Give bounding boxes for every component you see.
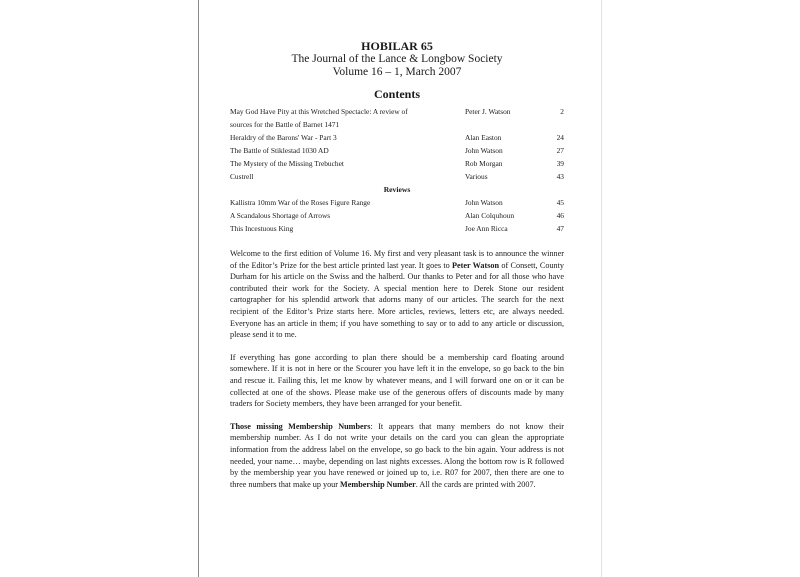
review-row [230,196,564,209]
contents-heading: Contents [373,87,420,101]
masthead [230,40,564,79]
toc-author [465,118,545,131]
toc-page: 39 [556,159,564,168]
toc-page [545,118,564,131]
toc-page: 24 [556,133,564,142]
editorial-paragraph-membership-card [230,352,564,410]
toc-title: May God Have Pity at this Wretched Spectacle: A review of [230,107,408,116]
review-title: A Scandalous Shortage of Arrows [230,211,331,220]
toc-page: 43 [556,172,564,181]
paragraph-text: Welcome to the first edition of Volume 16. My first and very pleasant task is to announce the winner of the Editor’s Prize for the best article printed last year. It goes to [230,249,564,270]
paragraph-text: If everything has gone according to plan there should be a membership card floating around somewhere. If it is not in here or the Scourer you have left it in the envelope, so go back to the bin and rescue it. Failing this, let me know by whatever means, and I will forward one on or it can be collected at one of the shows. Please make use of the generous offers of discounts made by many traders for Society members, they have been arranged for your benefit. [230,352,564,409]
page-edge-left [198,0,199,577]
toc-author: Rob Morgan [465,159,503,168]
review-title: Kallistra 10mm War of the Roses Figure Range [230,198,371,207]
toc-page: 2 [560,107,564,116]
membership-number-term: Membership Number [340,479,416,489]
paragraph-text: : It appears that many members do not know their membership number. As I do not write your details on the card you can glean the appropriate information from the address label on the envelope, so go back to the bin again. Your address is not needed, your name… maybe, depending on last nights excesses. Along the bottom row is R followed by the membership year you have renewed or joined up to, i.e. R07 for 2007, then there are one to three numbers that make up your [230,421,565,489]
toc-row [230,157,564,170]
toc-row [230,170,564,183]
page-edge-right [601,0,602,577]
toc-author: John Watson [465,146,503,155]
toc-row [230,131,564,144]
toc-title: sources for the Battle of Barnet 1471 [230,120,340,129]
toc-page: 27 [556,146,564,155]
toc-title: Heraldry of the Barons' War - Part 3 [230,133,337,142]
toc-title: The Mystery of the Missing Trebuchet [230,159,344,168]
toc-author: Peter J. Watson [465,107,511,116]
editorial-paragraph-membership-numbers [230,421,564,491]
toc-row [230,118,564,131]
journal-title: HOBILAR 65 [361,39,433,53]
editorial-paragraph-welcome [230,248,564,341]
review-row [230,222,564,235]
review-row [230,209,564,222]
toc-author: Alan Easton [465,133,502,142]
journal-page [230,40,564,490]
toc-author: Various [465,172,488,181]
contents-list [230,105,564,235]
review-author: John Watson [465,198,503,207]
toc-row [230,105,564,118]
paragraph-text: of Consett, County Durham for his article on the Swiss and the halberd. Our thanks to Peter and for all those who have contributed their work for the Society. A special mention here to Derek Stone our resident cartographer for his splendid artwork that adorns many of our articles. The search for the next recipient of the Editor’s Prize starts here. More articles, reviews, letters etc, are always needed. Everyone has an article in them; if you have something to say or to add to any article or discussion, please send it to me. [230,260,565,340]
volume-line: Volume 16 – 1, March 2007 [332,66,462,78]
review-page: 47 [556,224,564,233]
toc-title: Custrell [230,172,254,181]
review-page: 46 [556,211,564,220]
paragraph-lead: Those missing Membership Numbers [230,421,371,431]
review-title: This Incestuous King [230,224,294,233]
winner-name: Peter Watson [452,260,500,270]
review-author: Alan Colquhoun [465,211,515,220]
paragraph-text: . All the cards are printed with 2007. [415,479,536,489]
toc-row [230,144,564,157]
reviews-heading: Reviews [383,185,411,194]
review-author: Joe Ann Ricca [465,224,508,233]
journal-subtitle: The Journal of the Lance & Longbow Society [291,53,503,65]
toc-title: The Battle of Stiklestad 1030 AD [230,146,329,155]
review-page: 45 [556,198,564,207]
